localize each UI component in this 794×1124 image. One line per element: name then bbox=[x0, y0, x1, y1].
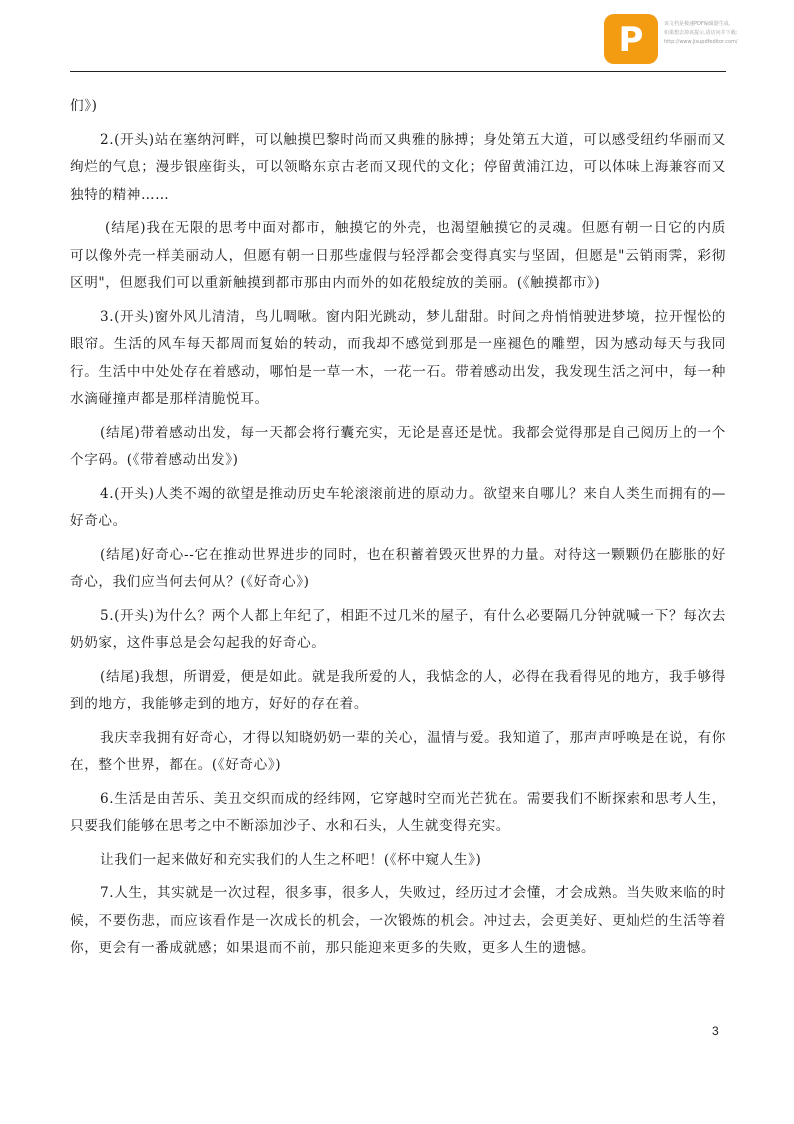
paragraph: 7.人生，其实就是一次过程，很多事，很多人，失败过，经历过才会懂，才会成熟。当失败来临的时候，不要伤悲，而应该看作是一次成长的机会，一次锻炼的机会。冲过去，会更美好、更灿烂的生活等着你，更会有一番成就感；如果退而不前，那只能迎来更多的失败，更多人生的遗憾。 bbox=[70, 885, 726, 956]
paragraph: 3.(开头)窗外风儿清清，鸟儿啁啾。窗内阳光跳动，梦儿甜甜。时间之舟悄悄驶进梦境，拉开惺忪的眼帘。生活的风车每天都周而复始的转动，而我却不感觉到那是一座褪色的雕塑，因为感动每天与我同行。生活中中处处存在着感动，哪怕是一草一木，一花一石。带着感动出发，我发现生活之河中，每一种水滴碰撞声都是那样清脆悦耳。 bbox=[70, 308, 726, 407]
paragraph: 我庆幸我拥有好奇心，才得以知晓奶奶一辈的关心，温情与爱。我知道了，那声声呼唤是在说，有你在，整个世界，都在。(《好奇心》) bbox=[70, 729, 726, 773]
paragraph: (结尾)我想，所谓爱，便是如此。就是我所爱的人，我惦念的人，必得在我看得见的地方，我手够得到的地方，我能够走到的地方，好好的存在着。 bbox=[70, 668, 726, 712]
logo-letter: P bbox=[618, 20, 644, 60]
document-body bbox=[70, 93, 726, 969]
pdf-editor-logo bbox=[604, 14, 658, 64]
paragraph: 4.(开头)人类不竭的欲望是推动历史车轮滚滚前进的原动力。欲望来自哪儿？来自人类生而拥有的—好奇心。 bbox=[70, 485, 726, 529]
paragraph: 让我们一起来做好和充实我们的人生之杯吧！(《杯中窥人生》) bbox=[100, 851, 482, 868]
watermark-line: http://www.jisupdfeditor.com/ bbox=[664, 39, 738, 45]
paragraph: (结尾)好奇心--它在推动世界进步的同时，也在积蓄着毁灭世界的力量。对待这一颗颗仍在膨胀的好奇心，我们应当何去何从？(《好奇心》) bbox=[70, 546, 726, 590]
watermark-line: 该文档是极速PDF编辑器生成, bbox=[664, 21, 731, 27]
header-divider bbox=[70, 71, 726, 72]
paragraph: (结尾)我在无限的思考中面对都市，触摸它的外壳，也渴望触摸它的灵魂。但愿有朝一日它的内质可以像外壳一样美丽动人，但愿有朝一日那些虚假与轻浮都会变得真实与坚固，但愿是"云销雨霁，彩彻区明"，但愿我们可以重新触摸到都市那由内而外的如花般绽放的美丽。(《触摸都市》) bbox=[70, 220, 726, 291]
paragraph: 2.(开头)站在塞纳河畔，可以触摸巴黎时尚而又典雅的脉搏；身处第五大道，可以感受纽约华丽而又绚烂的气息；漫步银座街头，可以领略东京古老而又现代的文化；停留黄浦江边，可以体味上海兼容而又独特的精神…… bbox=[70, 131, 726, 203]
paragraph: (结尾)带着感动出发，每一天都会将行囊充实，无论是喜还是忧。我都会觉得那是自己阅历上的一个个字码。(《带着感动出发》) bbox=[70, 424, 726, 468]
paragraph: 们》) bbox=[70, 98, 98, 114]
watermark-line: 如果想去掉该提示,请访问并下载: bbox=[664, 30, 738, 36]
paragraph: 6.生活是由苦乐、美丑交织而成的经纬网，它穿越时空而光芒犹在。需要我们不断探索和思考人生，只要我们能够在思考之中不断添加沙子、水和石头，人生就变得充实。 bbox=[70, 790, 726, 834]
paragraph: 5.(开头)为什么？两个人都上年纪了，相距不过几米的屋子，有什么必要隔几分钟就喊一下？每次去奶奶家，这件事总是会勾起我的好奇心。 bbox=[70, 607, 726, 651]
page-number: 3 bbox=[712, 1024, 719, 1038]
watermark-note bbox=[664, 20, 786, 47]
